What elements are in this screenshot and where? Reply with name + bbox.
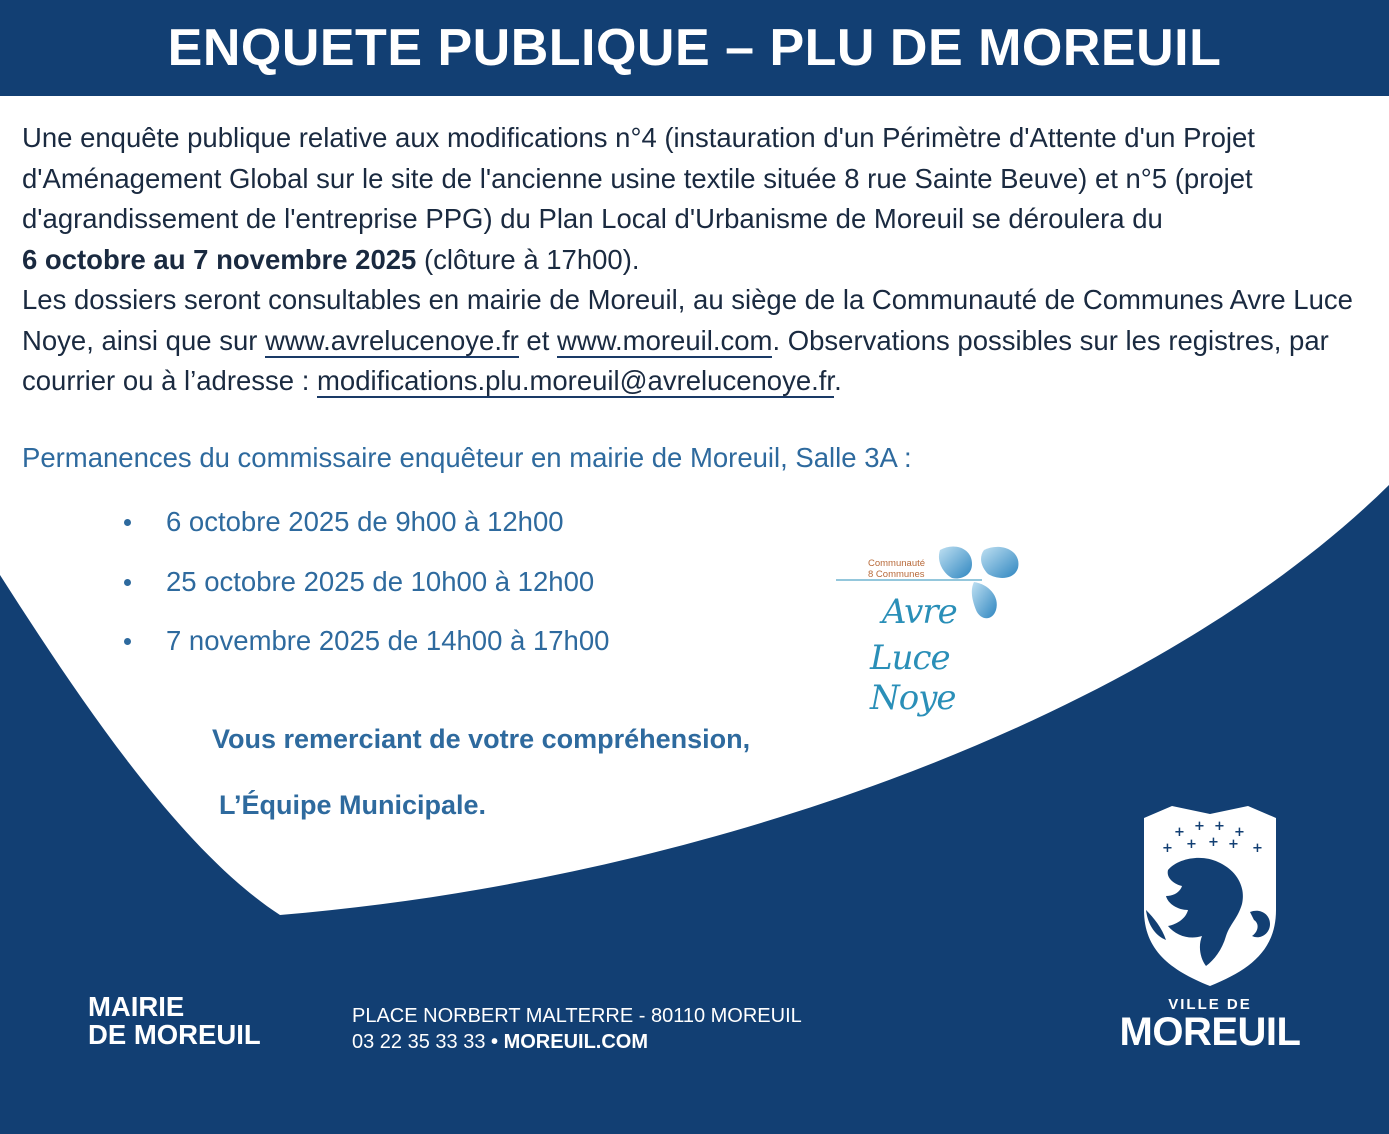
moreuil-coat-of-arms-icon	[1110, 800, 1310, 990]
consult-text-2: et	[518, 324, 557, 356]
bullet-icon	[124, 638, 131, 645]
permanence-date: 25 octobre 2025 de 10h00 à 12h00	[166, 565, 595, 597]
intro-text-part1: Une enquête publique relative aux modifications n°4 (instauration d'un Périmètre d'Attente d'un Projet d'Aménagement Global sur le site de l'ancienne usine textile située 8 rue Sainte Beuve) et n°5 (projet d'agrandissement de l'entreprise PPG) du Plan Local d'Urbanisme de Moreuil se déroulera du	[22, 122, 1255, 234]
thanks-text: Vous remerciant de votre compréhension,	[212, 724, 751, 754]
intro-text	[22, 118, 1372, 402]
ville-name-label: MOREUIL	[1119, 1010, 1301, 1054]
consult-text-1: Les dossiers seront consultables en mairie de Moreuil, au siège de la Communauté de Communes Avre Luce Noye, ainsi que sur	[22, 284, 1353, 356]
mairie-line2: DE MOREUIL	[88, 1019, 261, 1050]
footer-address: PLACE NORBERT MALTERRE - 80110 MOREUIL	[352, 1005, 802, 1027]
intro-text-part2: (clôture à 17h00).	[416, 243, 640, 275]
list-item	[120, 619, 609, 679]
svg-text:+: +	[1194, 819, 1205, 834]
ville-de-label: VILLE DE	[1168, 996, 1252, 1013]
enquiry-dates: 6 octobre au 7 novembre 2025	[22, 243, 417, 275]
email-link[interactable]: modifications.plu.moreuil@avrelucenoye.fr	[317, 365, 835, 396]
permanence-date: 7 novembre 2025 de 14h00 à 17h00	[166, 625, 610, 656]
consult-text-3: . Observations possibles sur les registres, par courrier ou à l’adresse :	[22, 324, 1329, 396]
footer-phone: 03 22 35 33 33	[352, 1031, 486, 1053]
footer-website[interactable]: MOREUIL.COM	[503, 1031, 649, 1053]
footer-phone-web	[352, 1029, 802, 1055]
intro-paragraph	[22, 118, 1372, 280]
consult-text-4: .	[834, 365, 842, 396]
cc-logo-script1: Avre	[882, 592, 957, 632]
page-title: ENQUETE PUBLIQUE – PLU DE MOREUIL	[167, 19, 1222, 77]
bullet-icon	[124, 519, 131, 526]
permanence-date: 6 octobre 2025 de 9h00 à 12h00	[166, 506, 564, 537]
permanences-title: Permanences du commissaire enquêteur en mairie de Moreuil, Salle 3A :	[22, 442, 912, 473]
mairie-logo-text	[88, 993, 261, 1049]
consult-paragraph	[22, 280, 1372, 402]
link-avrelucenoye[interactable]: www.avrelucenoye.fr	[265, 324, 519, 356]
signature-text: L’Équipe Municipale.	[219, 790, 487, 820]
svg-text:+: +	[1162, 841, 1173, 856]
cc-logo-script2: Luce Noye	[870, 638, 956, 718]
svg-text:+: +	[1252, 841, 1263, 856]
svg-text:+: +	[1174, 825, 1185, 840]
svg-text:+: +	[1208, 835, 1219, 850]
svg-text:+: +	[1228, 837, 1239, 852]
list-item	[120, 560, 609, 620]
list-item	[120, 500, 609, 560]
ville-de-moreuil-logo	[1110, 800, 1310, 1060]
svg-text:+: +	[1186, 837, 1197, 852]
cc-logo-line1: Communauté	[868, 558, 926, 569]
bullet-icon	[124, 579, 131, 586]
permanences-list	[120, 500, 609, 679]
header-banner	[0, 0, 1389, 96]
cc-logo	[832, 540, 1032, 718]
cc-logo-line2: 8 Communes	[868, 569, 925, 580]
svg-text:+: +	[1234, 825, 1245, 840]
link-moreuil[interactable]: www.moreuil.com	[556, 324, 773, 356]
footer-separator: •	[485, 1031, 504, 1053]
mairie-line1: MAIRIE	[88, 991, 185, 1022]
footer-contact	[352, 1003, 802, 1055]
svg-text:+: +	[1214, 819, 1225, 834]
